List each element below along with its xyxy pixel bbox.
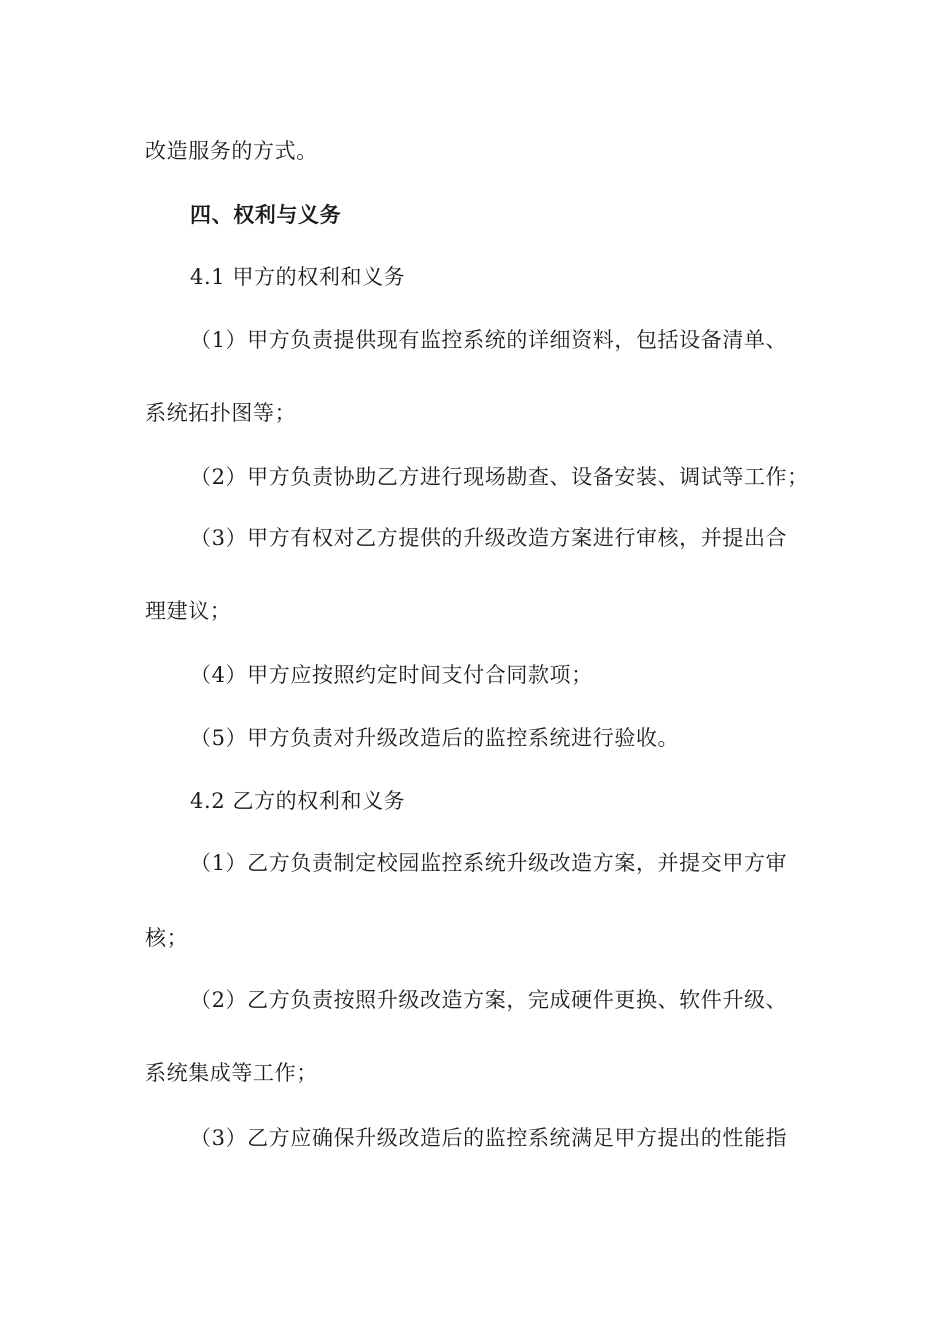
subsection-heading-4-1: 4.1 甲方的权利和义务	[190, 265, 406, 289]
clause-line: （3）乙方应确保升级改造后的监控系统满足甲方提出的性能指	[190, 1126, 788, 1150]
clause-line: （5）甲方负责对升级改造后的监控系统进行验收。	[190, 726, 680, 750]
paragraph-continuation: 改造服务的方式。	[145, 139, 318, 163]
clause-line: （1）甲方负责提供现有监控系统的详细资料，包括设备清单、	[190, 328, 788, 352]
clause-line: （4）甲方应按照约定时间支付合同款项；	[190, 663, 593, 687]
clause-line: 理建议；	[145, 599, 232, 623]
section-heading: 四、权利与义务	[190, 202, 342, 227]
clause-line: 系统集成等工作；	[145, 1061, 318, 1085]
clause-line: 核；	[145, 926, 189, 950]
clause-line: （1）乙方负责制定校园监控系统升级改造方案，并提交甲方审	[190, 851, 788, 875]
clause-line: 系统拓扑图等；	[145, 401, 297, 425]
clause-line: （2）甲方负责协助乙方进行现场勘查、设备安装、调试等工作；	[190, 465, 809, 489]
clause-line: （2）乙方负责按照升级改造方案，完成硬件更换、软件升级、	[190, 988, 788, 1012]
subsection-heading-4-2: 4.2 乙方的权利和义务	[190, 789, 406, 813]
clause-line: （3）甲方有权对乙方提供的升级改造方案进行审核，并提出合	[190, 526, 788, 550]
